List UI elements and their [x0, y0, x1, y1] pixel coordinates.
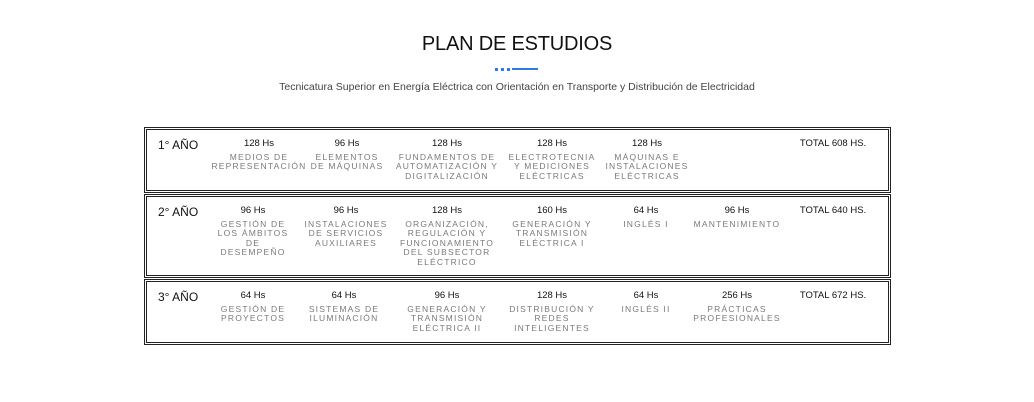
- subject-name: GESTIÓN DE PROYECTOS: [220, 304, 286, 324]
- subject-hours: 64 Hs: [331, 290, 357, 301]
- page-subtitle: Tecnicatura Superior en Energía Eléctrica con Orientación en Transporte y Distribución de Electricidad: [279, 81, 755, 93]
- subject-name: FUNDAMENTOS DE AUTOMATIZACIÓN Y DIGITALIZACIÓN: [395, 152, 499, 181]
- subject-cell: [307, 138, 387, 172]
- subject-hours: 96 Hs: [434, 290, 460, 301]
- subject-name: PRÁCTICAS PROFESIONALES: [693, 304, 781, 324]
- subject-hours: 128 Hs: [536, 290, 568, 301]
- subject-hours: 96 Hs: [724, 205, 750, 216]
- subject-cell: [505, 290, 599, 333]
- divider-bar: [512, 68, 538, 70]
- subject-name: DISTRIBUCIÓN Y REDES INTELIGENTES: [509, 304, 595, 333]
- subject-name: ELEMENTOS DE MÁQUINAS: [310, 152, 384, 172]
- year-label: 3° AÑO: [158, 290, 199, 304]
- year-1-table: [144, 127, 891, 193]
- subject-cell: [303, 290, 385, 324]
- subject-name: SISTEMAS DE ILUMINACIÓN: [308, 304, 380, 324]
- divider-dot: [495, 68, 498, 71]
- subject-cell: [213, 205, 293, 258]
- subject-name: GENERACIÓN Y TRANSMISIÓN ELÉCTRICA II: [407, 304, 487, 333]
- subject-hours: 128 Hs: [536, 138, 568, 149]
- subject-name: MÁQUINAS E INSTALACIONES ELÉCTRICAS: [605, 152, 689, 181]
- subject-cell: [601, 205, 691, 229]
- subject-name: INGLÉS II: [621, 304, 671, 314]
- year-total: TOTAL 608 HS.: [799, 138, 867, 149]
- subject-name: GENERACIÓN Y TRANSMISIÓN ELÉCTRICA I: [512, 219, 592, 248]
- subject-name: ELECTROTECNIA Y MEDICIONES ELÉCTRICAS: [508, 152, 596, 181]
- subject-hours: 128 Hs: [431, 138, 463, 149]
- divider-dot: [507, 68, 510, 71]
- year-total: TOTAL 640 HS.: [799, 205, 867, 216]
- subject-hours: 64 Hs: [633, 290, 659, 301]
- subject-cell: [401, 290, 493, 333]
- subject-hours: 128 Hs: [631, 138, 663, 149]
- subject-cell: [211, 138, 307, 172]
- subject-cell: [395, 205, 499, 267]
- subject-hours: 96 Hs: [240, 205, 266, 216]
- subject-cell: [301, 205, 391, 248]
- year-total: TOTAL 672 HS.: [799, 290, 867, 301]
- subject-hours: 64 Hs: [240, 290, 266, 301]
- year-label: 2° AÑO: [158, 205, 199, 219]
- year-label: 1° AÑO: [158, 138, 199, 152]
- subject-name: MEDIOS DE REPRESENTACIÓN: [211, 152, 307, 172]
- title-divider: [495, 68, 545, 71]
- subject-hours: 160 Hs: [536, 205, 568, 216]
- year-3-table: [144, 279, 891, 345]
- subject-hours: 128 Hs: [431, 205, 463, 216]
- subject-cell: [395, 138, 499, 181]
- subject-cell: [601, 138, 693, 181]
- subject-name: ORGANIZACIÓN, REGULACIÓN Y FUNCIONAMIENTO DEL SUBSECTOR ELÉCTRICO: [399, 219, 495, 267]
- subject-hours: 64 Hs: [633, 205, 659, 216]
- divider-dot: [501, 68, 504, 71]
- year-2-table: [144, 194, 891, 278]
- subject-hours: 256 Hs: [721, 290, 753, 301]
- subject-hours: 128 Hs: [243, 138, 275, 149]
- subject-hours: 96 Hs: [333, 205, 359, 216]
- subject-cell: [505, 205, 599, 248]
- subject-name: INGLÉS I: [623, 219, 669, 229]
- subject-cell: [687, 205, 787, 229]
- subject-name: MANTENIMIENTO: [693, 219, 781, 229]
- subject-name: INSTALACIONES DE SERVICIOS AUXILIARES: [304, 219, 388, 248]
- subject-cell: [211, 290, 295, 324]
- subject-hours: 96 Hs: [334, 138, 360, 149]
- subject-cell: [601, 290, 691, 314]
- subject-cell: [505, 138, 599, 181]
- page-title: PLAN DE ESTUDIOS: [421, 33, 613, 55]
- subject-cell: [687, 290, 787, 324]
- study-plan: [144, 127, 891, 346]
- subject-name: GESTIÓN DE LOS ÁMBITOS DE DESEMPEÑO: [217, 219, 289, 258]
